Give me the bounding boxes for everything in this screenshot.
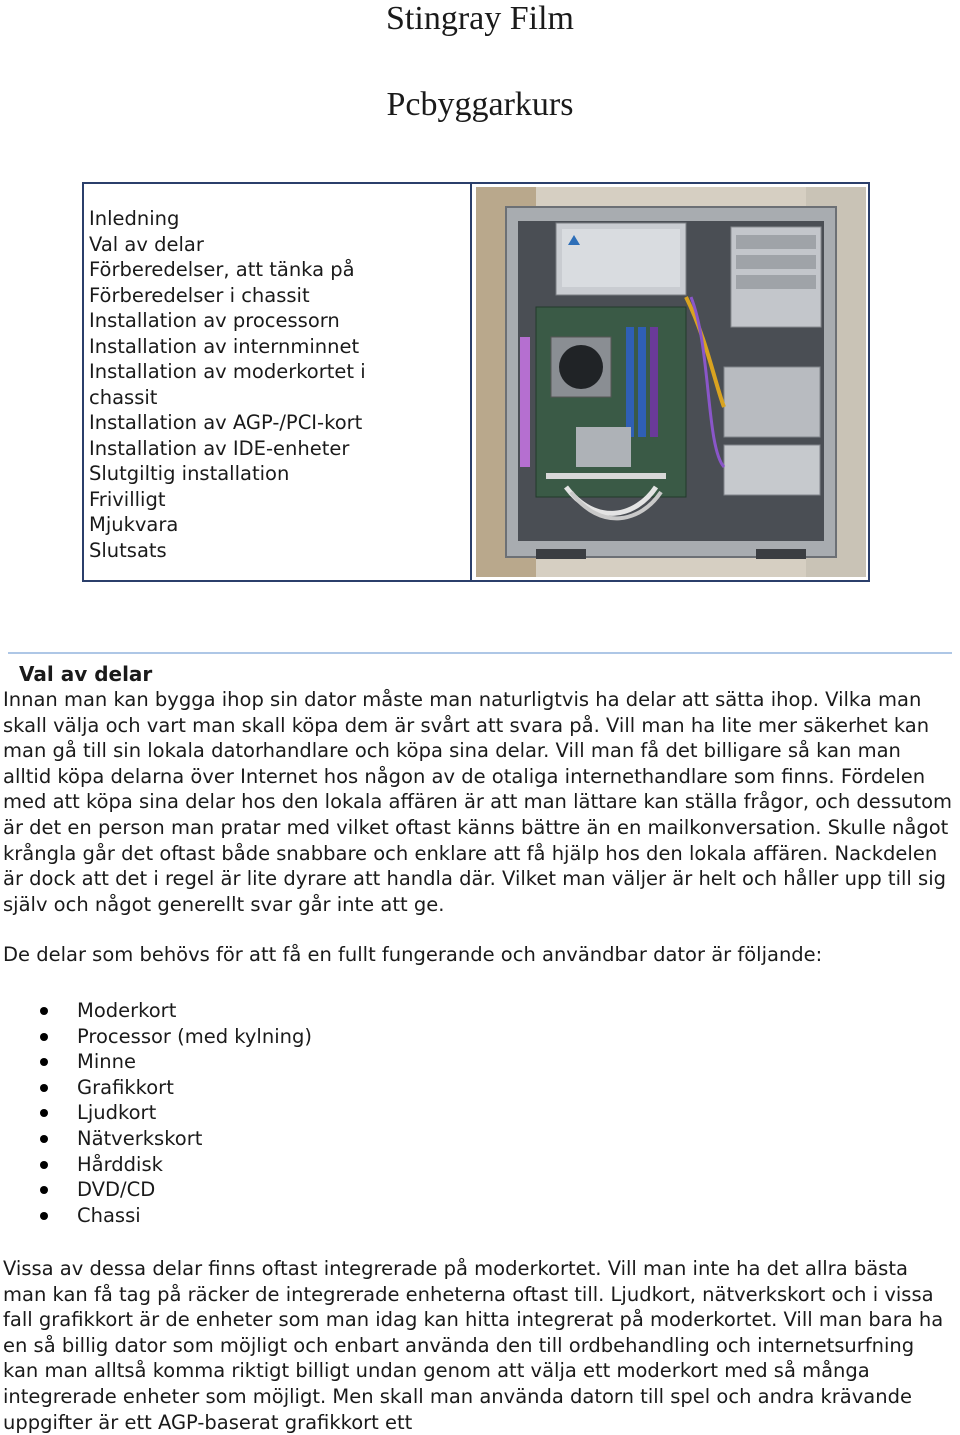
list-item [40, 1100, 312, 1126]
bullet-icon [40, 1058, 48, 1066]
list-item-label: Grafikkort [77, 1075, 174, 1099]
section-heading: Val av delar [19, 662, 153, 686]
list-item-label: Chassi [77, 1203, 141, 1227]
toc-item[interactable]: Förberedelser i chassit [89, 283, 310, 307]
bullet-icon [40, 1161, 48, 1169]
table-of-contents-box [82, 182, 870, 582]
list-item-label: Moderkort [77, 999, 177, 1022]
list-item-label: Ljudkort [77, 1101, 157, 1125]
list-item [40, 998, 312, 1024]
bullet-icon [40, 1007, 48, 1015]
toc-item[interactable]: Slutsats [89, 538, 167, 562]
list-item [40, 1075, 312, 1101]
toc-item[interactable]: Installation av moderkortet i [89, 360, 366, 383]
bullet-icon [40, 1186, 48, 1194]
list-item [40, 1126, 312, 1152]
computer-case-photo [476, 187, 866, 577]
document-title: Stingray Film [386, 0, 574, 37]
list-item [40, 1203, 312, 1229]
toc-item[interactable]: Frivilligt [89, 487, 166, 511]
toc-item[interactable]: Slutgiltig installation [89, 462, 290, 485]
toc-item[interactable]: Installation av AGP-/PCI-kort [89, 411, 363, 434]
bullet-icon [40, 1212, 48, 1220]
toc-item[interactable]: Inledning [89, 207, 180, 230]
bullet-icon [40, 1109, 48, 1117]
list-item [40, 1177, 312, 1203]
document-subtitle: Pcbyggarkurs [386, 86, 574, 123]
integrated-parts-paragraph: Vissa av dessa delar finns oftast integrerade på moderkortet. Vill man inte ha det allra bästa man kan få tag på räcker de integrerade enheterna oftast till. Ljudkort, nätverkskort och i vissa fall grafikkort är de enheter som man idag kan hitta integrerat på moderkortet. Vill man bara ha en så billig dator som möjligt och enbart använda den till ordbehandling och internetsurfning kan man alltså komma riktigt billigt undan genom att välja ett moderkort med så många integrerade enheter som möjligt. Men skall man använda datorn till spel och andra krävande uppgifter är ett AGP-baserat grafikkort ett [3, 1257, 944, 1434]
list-item [40, 1152, 312, 1178]
toc-item[interactable]: Mjukvara [89, 513, 179, 536]
toc-item[interactable]: chassit [89, 385, 158, 409]
toc-item[interactable]: Förberedelser, att tänka på [89, 258, 355, 281]
section-divider [8, 652, 952, 654]
toc-divider [470, 184, 472, 580]
toc-item[interactable]: Installation av internminnet [89, 334, 360, 358]
list-item-label: DVD/CD [77, 1178, 156, 1202]
list-item [40, 1049, 312, 1075]
parts-list [40, 998, 312, 1228]
list-item-label: Nätverkskort [77, 1126, 203, 1150]
bullet-icon [40, 1084, 48, 1092]
parts-intro-paragraph: De delar som behövs för att få en fullt fungerande och användbar dator är följande: [3, 943, 823, 966]
list-item-label: Processor (med kylning) [77, 1024, 312, 1048]
toc-item[interactable]: Installation av IDE-enheter [89, 436, 350, 460]
list-item [40, 1024, 312, 1050]
intro-paragraph: Innan man kan bygga ihop sin dator måste man naturligtvis ha delar att sätta ihop. Vilka man skall välja och vart man skall köpa dem är svårt att svara på. Vill man ha lite mer säkerhet kan man gå till sin lokala datorhandlare och köpa sina delar. Vill man få det billigare så kan man alltid köpa delarna över Internet hos någon av de otaliga internethandlare som finns. Fördelen med att köpa sina delar hos den lokala affären är att man lättare kan ställa frågor, och dessutom är det en person man pratar med vilket oftast känns bättre än en mailkonversation. Skulle något krångla går det oftast både snabbare och enklare att få hjälp hos den lokala affären. Nackdelen är dock att det i regel är lite dyrare att handla där. Vilket man väljer är helt och håller upp till sig själv och något generellt svar går inte att ge. [3, 688, 953, 916]
table-of-contents-list [89, 206, 366, 563]
toc-item[interactable]: Val av delar [89, 232, 204, 256]
bullet-icon [40, 1135, 48, 1143]
list-item-label: Hårddisk [77, 1152, 163, 1176]
toc-item[interactable]: Installation av processorn [89, 309, 340, 332]
list-item-label: Minne [77, 1050, 136, 1074]
bullet-icon [40, 1033, 48, 1041]
